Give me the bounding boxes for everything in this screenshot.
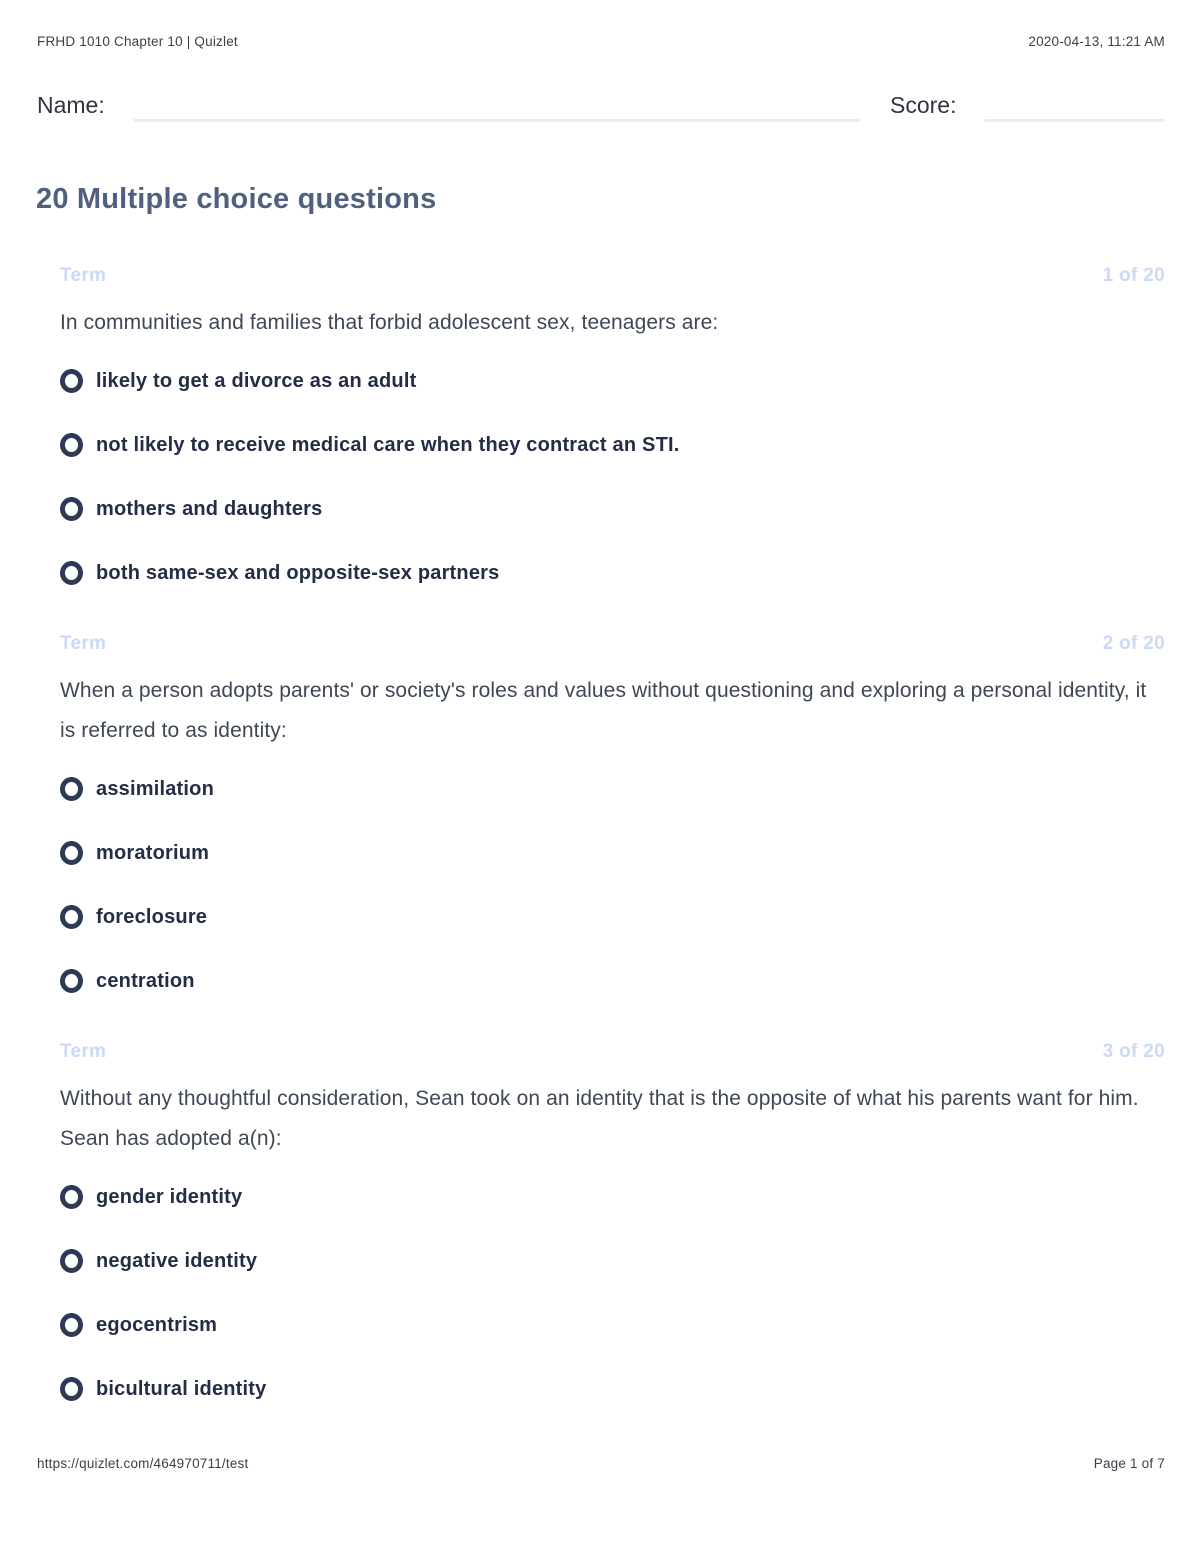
page-title: 20 Multiple choice questions [36, 183, 437, 215]
option-row [60, 561, 1165, 585]
option-label: foreclosure [96, 905, 208, 928]
radio-button-icon[interactable] [60, 1377, 83, 1401]
question-block-3 [60, 1041, 1165, 1401]
question-block-2 [60, 633, 1165, 993]
radio-button-icon[interactable] [60, 433, 83, 457]
question-header [60, 633, 1165, 653]
option-row [60, 433, 1165, 457]
term-label: Term [60, 1041, 107, 1062]
term-label: Term [60, 633, 107, 654]
option-label: centration [96, 969, 195, 992]
option-group [60, 1185, 1165, 1401]
radio-button-icon[interactable] [60, 497, 83, 521]
option-group [60, 369, 1165, 585]
option-label: negative identity [96, 1249, 258, 1272]
option-label: mothers and daughters [96, 497, 323, 520]
option-row [60, 777, 1165, 801]
option-label: gender identity [96, 1185, 243, 1208]
question-header [60, 1041, 1165, 1061]
radio-button-icon[interactable] [60, 1249, 83, 1273]
option-row [60, 1185, 1165, 1209]
option-row [60, 969, 1165, 993]
question-block-1 [60, 265, 1165, 585]
radio-button-icon[interactable] [60, 369, 83, 393]
option-group [60, 777, 1165, 993]
document-title: FRHD 1010 Chapter 10 | Quizlet [37, 34, 238, 49]
option-label: both same-sex and opposite-sex partners [96, 561, 500, 584]
page-number: Page 1 of 7 [1093, 1456, 1165, 1471]
radio-button-icon[interactable] [60, 1185, 83, 1209]
option-label: bicultural identity [96, 1377, 267, 1400]
radio-button-icon[interactable] [60, 905, 83, 929]
option-label: not likely to receive medical care when they contract an STI. [96, 433, 680, 456]
radio-button-icon[interactable] [60, 561, 83, 585]
question-header [60, 265, 1165, 285]
name-blank-line [133, 119, 860, 122]
term-label: Term [60, 265, 107, 286]
score-blank-line [984, 119, 1165, 122]
option-row [60, 1377, 1165, 1401]
print-header [37, 34, 1165, 49]
option-row [60, 369, 1165, 393]
option-label: moratorium [96, 841, 210, 864]
option-row [60, 497, 1165, 521]
question-counter: 2 of 20 [1102, 633, 1165, 654]
question-text: Without any thoughtful consideration, Sean took on an identity that is the opposite of what his parents want for him. Sean has adopted a(n): [60, 1087, 1139, 1150]
print-footer [37, 1456, 1165, 1471]
question-counter: 1 of 20 [1102, 265, 1165, 286]
question-text: When a person adopts parents' or society's roles and values without questioning and exploring a personal identity, it is referred to as identity: [60, 679, 1147, 742]
footer-url: https://quizlet.com/464970711/test [37, 1456, 249, 1471]
print-timestamp: 2020-04-13, 11:21 AM [1028, 34, 1165, 49]
radio-button-icon[interactable] [60, 969, 83, 993]
question-counter: 3 of 20 [1102, 1041, 1165, 1062]
option-label: likely to get a divorce as an adult [96, 369, 417, 392]
option-label: assimilation [96, 777, 214, 800]
option-row [60, 1313, 1165, 1337]
radio-button-icon[interactable] [60, 777, 83, 801]
score-label: Score: [890, 92, 957, 118]
option-row [60, 905, 1165, 929]
option-row [60, 841, 1165, 865]
option-label: egocentrism [96, 1313, 218, 1336]
question-list [60, 265, 1165, 1449]
radio-button-icon[interactable] [60, 841, 83, 865]
option-row [60, 1249, 1165, 1273]
question-text: In communities and families that forbid adolescent sex, teenagers are: [60, 311, 719, 334]
radio-button-icon[interactable] [60, 1313, 83, 1337]
name-label: Name: [37, 92, 105, 118]
